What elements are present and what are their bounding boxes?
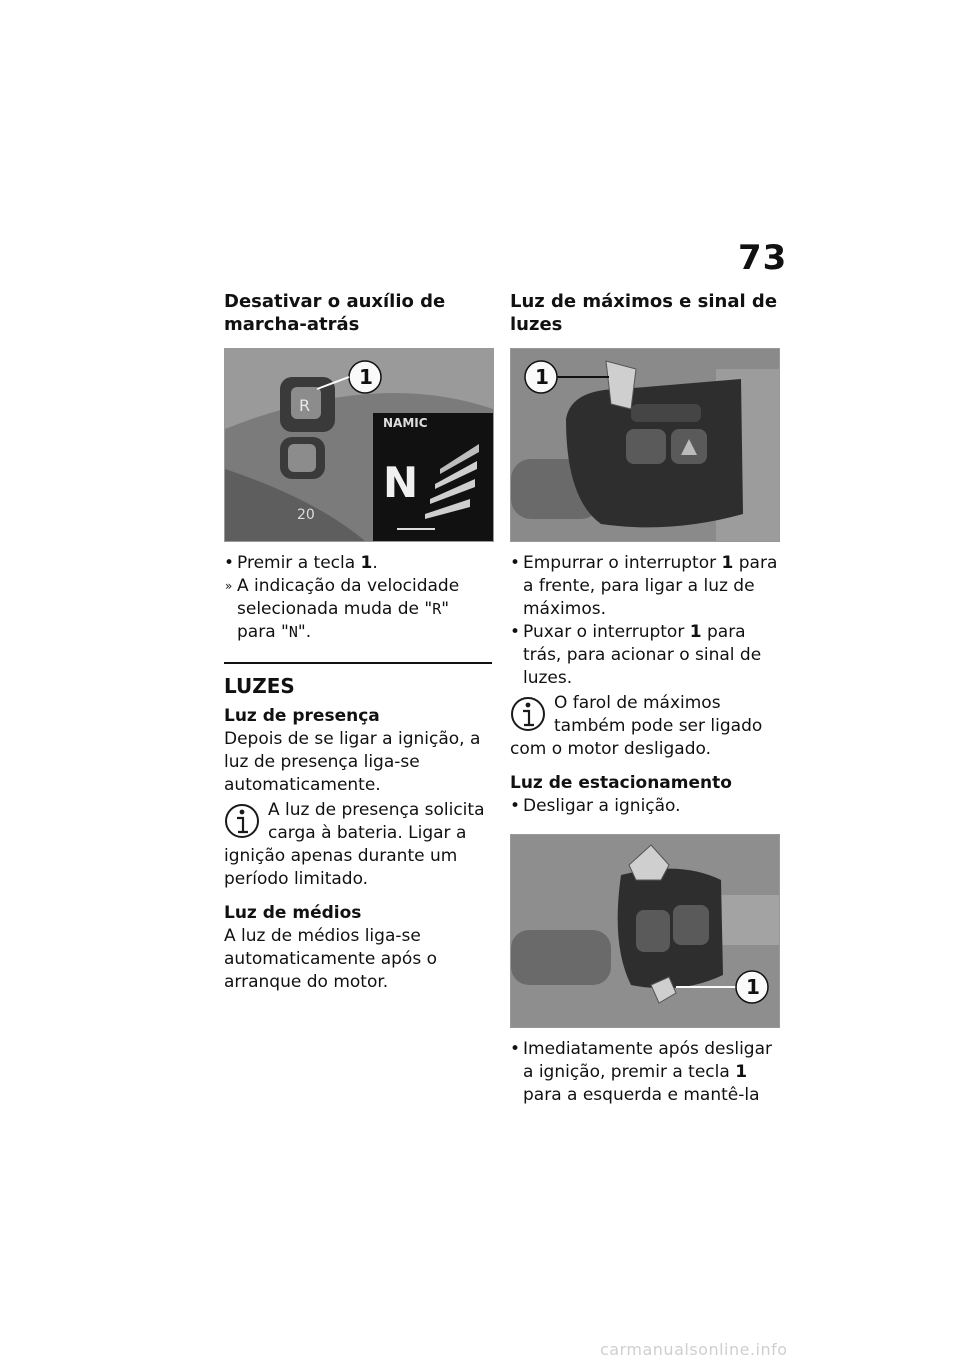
body-position-light: Depois de se ligar a ignição, a luz de presença liga-se automaticamente. <box>224 729 481 795</box>
section-divider <box>224 662 492 664</box>
heading-low-beam: Luz de médios <box>224 903 362 923</box>
heading-high-beam: Luz de máximos e sinal de luzes <box>510 291 778 335</box>
heading-position-light: Luz de presença <box>224 706 380 726</box>
left-column <box>224 290 492 994</box>
steps-parking-light-cont <box>510 1038 780 1107</box>
handlebar-switch-photo-1 <box>510 348 780 542</box>
display-speed: 20 <box>297 507 315 523</box>
step-pull-switch: • Puxar o interruptor 1 para trás, para acionar o sinal de luzes. <box>510 621 780 690</box>
display-mode: NAMIC <box>383 416 428 430</box>
heading-reverse-assist: Desativar o auxílio de marcha-atrás <box>224 291 446 335</box>
handlebar-switch-photo-2 <box>510 834 780 1028</box>
watermark: carmanualsonline.info <box>600 1340 788 1359</box>
step-press-left: • Imediatamente após desligar a ignição, premir a tecla 1 para a esquerda e mantê-la <box>510 1038 780 1107</box>
body-low-beam: A luz de médios liga-se automaticamente após o arranque do motor. <box>224 926 437 992</box>
display-gear: N <box>383 458 419 507</box>
page-number: 73 <box>738 238 788 278</box>
steps-high-beam <box>510 552 780 690</box>
note-position-light: A luz de presença solicita carga à bateria. Ligar a ignição apenas durante um período limitado. <box>224 800 485 889</box>
note-high-beam: O farol de máximos também pode ser ligado com o motor desligado. <box>510 693 763 759</box>
step-press-key: • Premir a tecla 1. <box>224 552 492 575</box>
image-callout-1: 1 <box>359 365 373 389</box>
info-icon <box>224 801 260 841</box>
steps-parking-light <box>510 795 780 818</box>
steps-reverse-assist <box>224 552 492 644</box>
step-ignition-off: • Desligar a ignição. <box>510 795 780 818</box>
svg-text:R: R <box>299 396 311 415</box>
right-column <box>510 290 780 1107</box>
section-title-lights: LUZES <box>224 674 295 698</box>
image-callout-1: 1 <box>746 975 760 999</box>
info-icon <box>510 694 546 734</box>
result-display-change: » A indicação da velocidade selecionada muda de "R" para "N". <box>224 575 492 644</box>
step-push-switch: • Empurrar o interruptor 1 para a frente, para ligar a luz de máximos. <box>510 552 780 621</box>
image-callout-1: 1 <box>535 365 549 389</box>
dashboard-photo <box>224 348 494 542</box>
heading-parking-light: Luz de estacionamento <box>510 773 732 793</box>
